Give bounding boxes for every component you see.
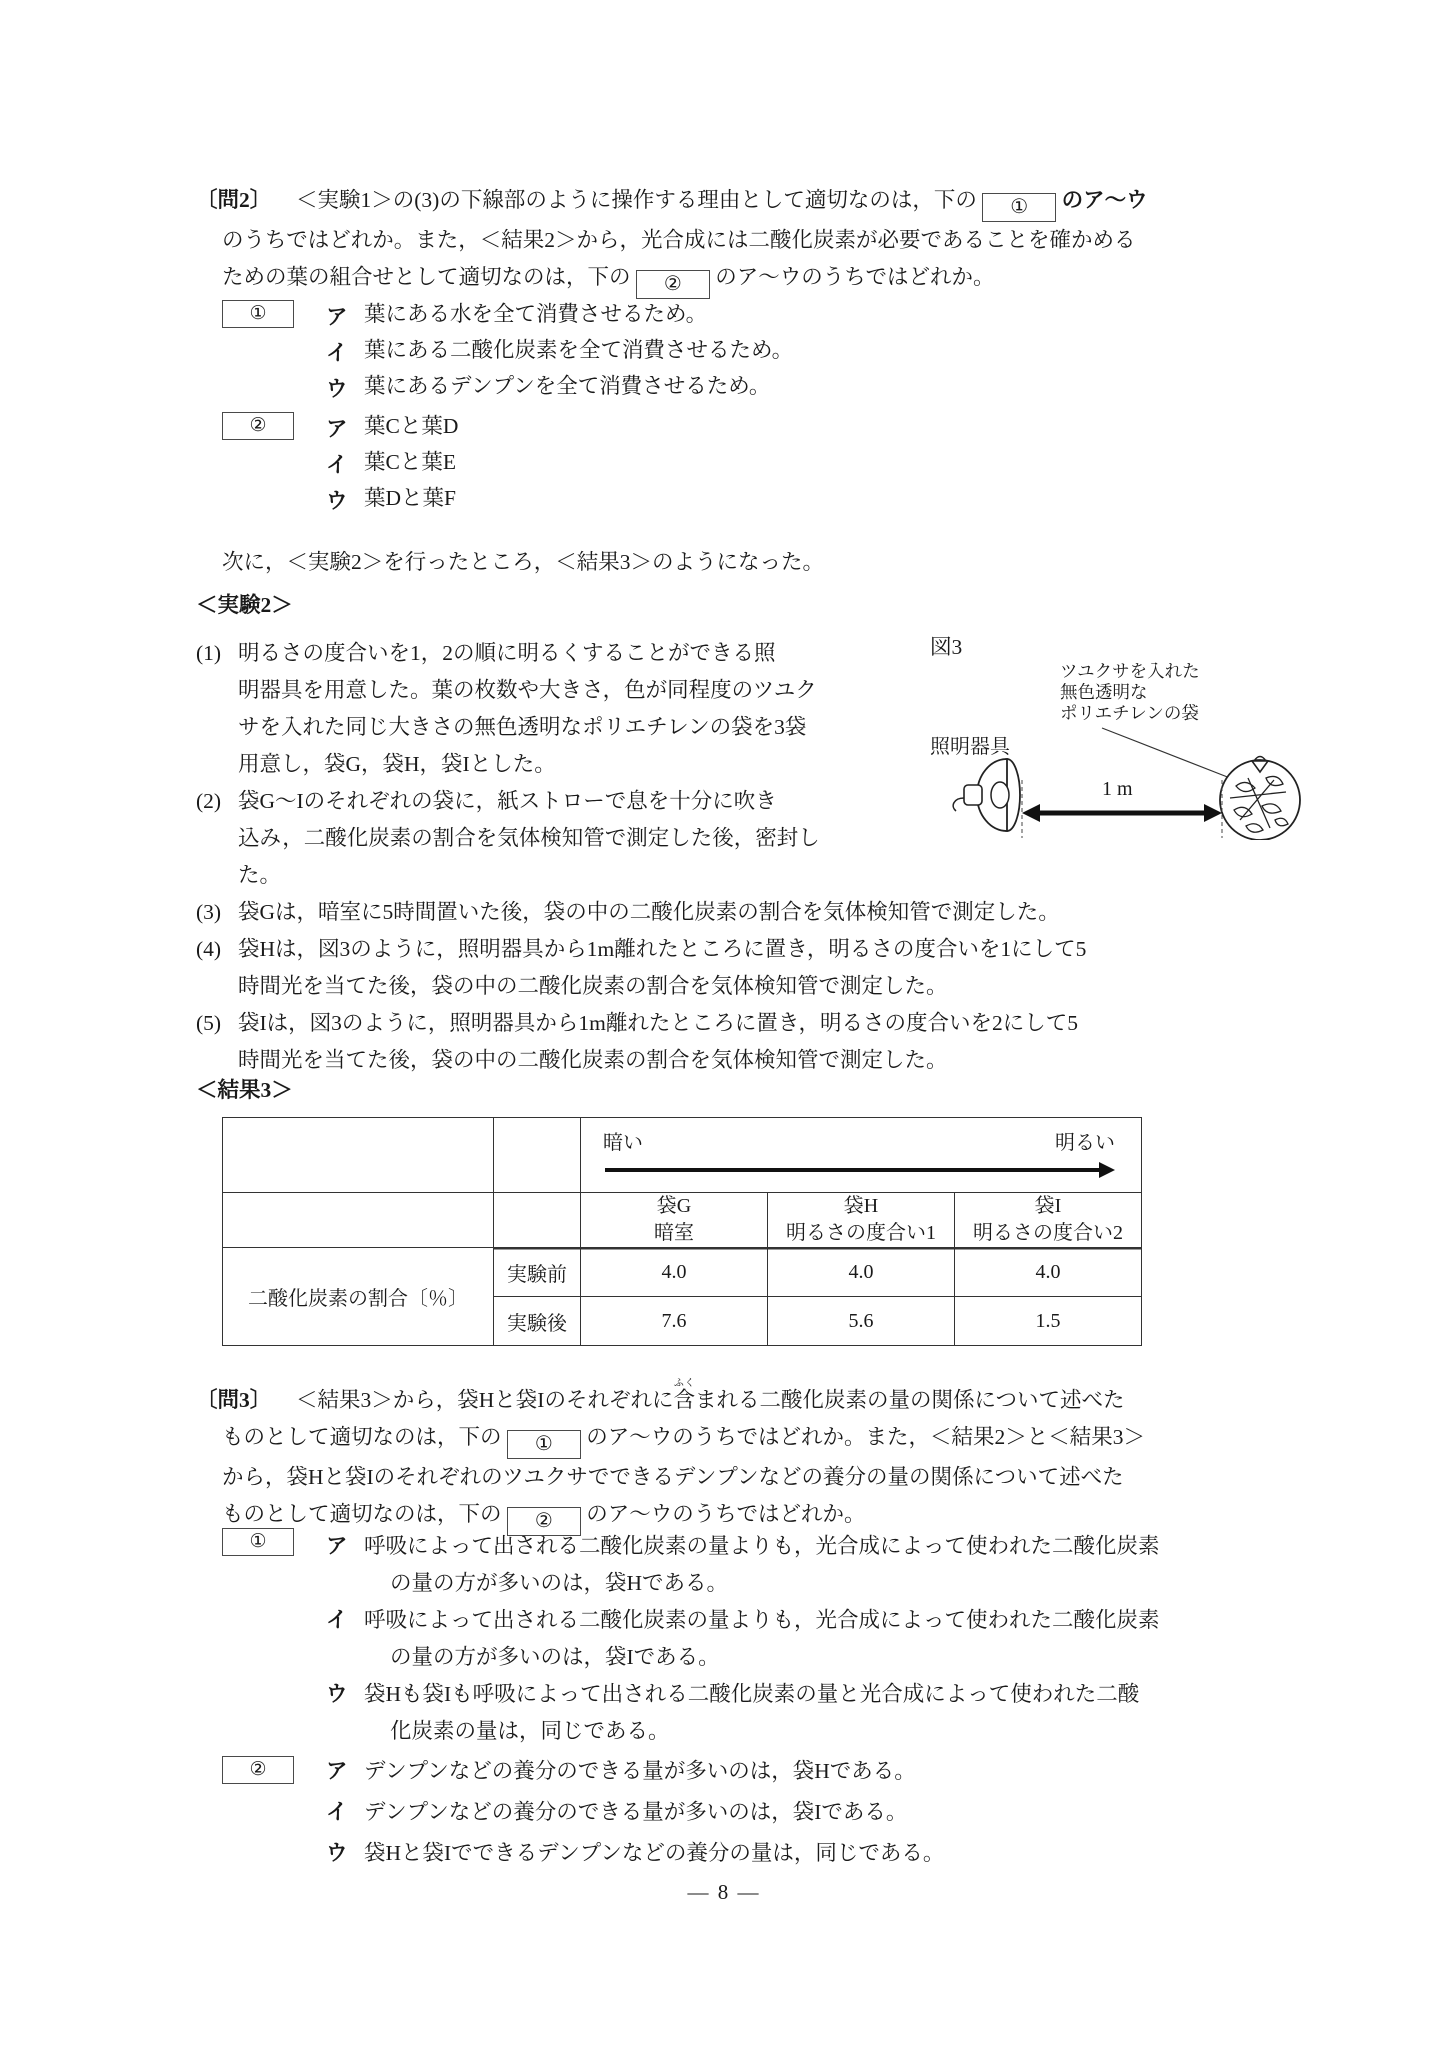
choice-text: 葉にある二酸化炭素を全て消費させるため。 [364, 338, 794, 362]
step-line: 時間光を当てた後，袋の中の二酸化炭素の割合を気体検知管で測定した。 [238, 974, 948, 998]
choice-item[interactable] [222, 336, 1322, 372]
choice-item[interactable] [222, 372, 1322, 408]
choice-line: デンプンなどの養分のできる量が多いのは，袋Hである。 [364, 1759, 916, 1783]
step-number: (1) [196, 641, 222, 665]
table-cell: 7.6 [581, 1297, 768, 1346]
polyethylene-bag-icon [1220, 757, 1300, 841]
choice-text: 葉Dと葉F [364, 486, 456, 510]
choice-item[interactable] [222, 1797, 1352, 1838]
table-cell: 4.0 [955, 1248, 1142, 1297]
question-3-text-e: ものとして適切なのは，下の [222, 1502, 502, 1526]
empty-cell [223, 1118, 494, 1193]
table-row-before [223, 1248, 1142, 1297]
choice-text [364, 1528, 1160, 1602]
column-header-line-1: 袋H [843, 1195, 879, 1217]
choice-mark: イ [326, 453, 348, 477]
choice-item[interactable] [222, 1602, 1352, 1676]
table-row-gradient [223, 1118, 1142, 1193]
brightness-dark-label: 暗い [603, 1132, 643, 1154]
choice-item[interactable] [222, 1756, 1352, 1797]
step-line: 袋Hは，図3のように，照明器具から1m離れたところに置き，明るさの度合いを1にして5 [238, 937, 1087, 961]
table-cell: 5.6 [768, 1297, 955, 1346]
answer-slot-group-2[interactable]: ② [222, 1756, 294, 1784]
question-2-block [196, 182, 1326, 299]
question-2-line-2 [222, 222, 1326, 259]
choice-mark: ウ [326, 377, 348, 401]
distance-arrow-icon [1022, 804, 1222, 822]
column-header-bag-h [768, 1193, 955, 1248]
choice-item[interactable] [222, 412, 1322, 448]
question-3-choices-group-1 [222, 1528, 1352, 1750]
choice-mark: イ [326, 341, 348, 365]
brightness-light-label: 明るい [1055, 1132, 1115, 1154]
row-label-before: 実験前 [494, 1248, 581, 1297]
question-3-label: 〔問3〕 [196, 1388, 272, 1412]
page-number: — 8 — [687, 1880, 761, 1904]
bag-caption-line-2: 無色透明な [1060, 682, 1148, 702]
choice-item[interactable] [222, 1528, 1352, 1602]
step-line: 明器具を用意した。葉の枚数や大きさ，色が同程度のツユク [238, 678, 817, 702]
choice-item[interactable] [222, 484, 1322, 520]
choice-line: 呼吸によって出される二酸化炭素の量よりも，光合成によって使われた二酸化炭素 [364, 1608, 1160, 1632]
step-line: サを入れた同じ大きさの無色透明なポリエチレンの袋を3袋 [238, 715, 807, 739]
step-number: (2) [196, 789, 222, 813]
answer-slot-2[interactable]: ② [507, 1507, 581, 1536]
choice-text: 葉Cと葉D [364, 414, 459, 438]
question-2-line-1 [196, 182, 1326, 222]
experiment-2-step-1 [196, 635, 916, 783]
question-2-line-2-text: のうちではどれか。また，＜結果2＞から，光合成には二酸化炭素が必要であることを確かめる [222, 228, 1136, 252]
column-header-line-1: 袋I [1034, 1195, 1062, 1217]
group-2-slot-cell [222, 412, 326, 440]
question-3-line-3: から，袋Hと袋Iのそれぞれのツユクサでできるデンプンなどの養分の量の関係について述べた [222, 1465, 1124, 1489]
question-2-text-a: ＜実験1＞の(3)の下線部のように操作する理由として適切なのは，下の [296, 188, 977, 212]
column-header-line-2: 明るさの度合い2 [973, 1222, 1123, 1244]
group-2-slot-cell [222, 1756, 326, 1784]
column-header-bag-g [581, 1193, 768, 1248]
experiment-2-step-4 [196, 931, 1356, 1005]
question-3-text-b: まれる二酸化炭素の量の関係について述べた [694, 1388, 1125, 1412]
empty-cell [494, 1193, 581, 1248]
answer-slot-2[interactable]: ② [636, 270, 710, 299]
step-line: た。 [238, 863, 282, 887]
question-3-line-1 [196, 1378, 1356, 1419]
question-2-label: 〔問2〕 [196, 188, 272, 212]
choice-mark: ア [326, 1534, 348, 1558]
table-cell: 1.5 [955, 1297, 1142, 1346]
step-line: 用意し，袋G，袋H，袋Iとした。 [238, 752, 556, 776]
step-line: 込み，二酸化炭素の割合を気体検知管で測定した後，密封し [238, 826, 820, 850]
column-header-line-2: 暗室 [654, 1222, 694, 1244]
choice-text [364, 1676, 1139, 1750]
question-3-text-d: のア～ウのうちではどれか。また，＜結果2＞と＜結果3＞ [586, 1425, 1146, 1449]
choice-mark: ウ [326, 1682, 348, 1706]
answer-slot-group-1[interactable]: ① [222, 1528, 294, 1556]
choice-line: の量の方が多いのは，袋Hである。 [390, 1571, 729, 1595]
question-2-choices-group-1 [222, 300, 1322, 408]
step-line: 明るさの度合いを1，2の順に明るくすることができる照 [238, 641, 776, 665]
choice-line: 袋Hも袋Iも呼吸によって出される二酸化炭素の量と光合成によって使われた二酸 [364, 1682, 1140, 1706]
choice-text: 葉Cと葉E [364, 450, 456, 474]
choice-mark: イ [326, 1608, 348, 1632]
question-2-choices-group-2 [222, 412, 1322, 520]
choice-line: 袋Hと袋Iでできるデンプンなどの養分の量は，同じである。 [364, 1841, 945, 1865]
table-cell: 4.0 [768, 1248, 955, 1297]
empty-cell [223, 1193, 494, 1248]
question-3-block [196, 1378, 1356, 1536]
group-1-slot-cell [222, 1528, 326, 1556]
ruby-annotation: ふく [673, 1378, 695, 1389]
question-3-choices-group-2 [222, 1756, 1352, 1879]
column-header-line-2: 明るさの度合い1 [786, 1222, 936, 1244]
choice-line: デンプンなどの養分のできる量が多いのは，袋Iである。 [364, 1800, 908, 1824]
answer-slot-1[interactable]: ① [507, 1430, 581, 1459]
row-group-label: 二酸化炭素の割合〔％〕 [223, 1248, 494, 1346]
ruby-fukumareru [673, 1378, 695, 1412]
choice-item[interactable] [222, 1838, 1352, 1879]
experiment-2-step-3 [196, 894, 1336, 931]
choice-mark: ウ [326, 489, 348, 513]
table-row-headers [223, 1193, 1142, 1248]
choice-line: の量の方が多いのは，袋Iである。 [390, 1645, 720, 1669]
question-2-text-b: のア～ウ [1061, 188, 1148, 212]
column-header-bag-i [955, 1193, 1142, 1248]
choice-mark: ア [326, 417, 348, 441]
step-number: (3) [196, 900, 222, 924]
step-line: 袋Iは，図3のように，照明器具から1m離れたところに置き，明るさの度合いを2にして5 [238, 1011, 1079, 1035]
choice-mark: ア [326, 305, 348, 329]
transition-sentence: 次に，＜実験2＞を行ったところ，＜結果3＞のようになった。 [222, 550, 825, 574]
figure-3-distance-label: 1 m [1102, 778, 1133, 800]
step-line: 袋Gは，暗室に5時間置いた後，袋の中の二酸化炭素の割合を気体検知管で測定した。 [238, 900, 1060, 924]
question-2-line-3 [222, 259, 1326, 299]
brightness-scale-cell [581, 1118, 1142, 1193]
group-1-slot-cell [222, 300, 326, 328]
experiment-2-step-5 [196, 1005, 1356, 1079]
question-2-text-d: のア～ウのうちではどれか。 [715, 265, 995, 289]
answer-slot-group-1[interactable]: ① [222, 300, 294, 328]
choice-line: 化炭素の量は，同じである。 [390, 1719, 670, 1743]
question-3-line-2 [222, 1419, 1356, 1459]
lamp-icon [953, 759, 1020, 831]
question-2-text-c: ための葉の組合せとして適切なのは，下の [222, 265, 631, 289]
choice-text [364, 1602, 1160, 1676]
table-cell: 4.0 [581, 1248, 768, 1297]
choice-mark: ア [326, 1759, 348, 1783]
question-3-text-c: ものとして適切なのは，下の [222, 1425, 502, 1449]
empty-cell [494, 1118, 581, 1193]
question-3-text-a: ＜結果3＞から，袋Hと袋Iのそれぞれに [296, 1388, 674, 1412]
choice-mark: イ [326, 1800, 348, 1824]
step-line: 時間光を当てた後，袋の中の二酸化炭素の割合を気体検知管で測定した。 [238, 1048, 948, 1072]
choice-mark: ウ [326, 1841, 348, 1865]
experiment-2-step-2 [196, 783, 916, 894]
figure-3 [930, 630, 1330, 840]
choice-text: 葉にある水を全て消費させるため。 [364, 302, 708, 326]
experiment-2-heading: ＜実験2＞ [196, 593, 293, 617]
choice-item[interactable] [222, 448, 1322, 484]
figure-3-illustration [930, 630, 1330, 840]
result-3-heading: ＜結果3＞ [196, 1078, 293, 1102]
step-number: (4) [196, 937, 222, 961]
ruby-base: 含 [673, 1388, 695, 1412]
choice-item[interactable] [222, 300, 1322, 336]
figure-3-lamp-label: 照明器具 [930, 736, 1010, 758]
result-3-table-wrapper [222, 1117, 1142, 1346]
figure-3-label: 図3 [930, 635, 963, 659]
result-3-table [222, 1117, 1142, 1346]
choice-text: 葉にあるデンプンを全て消費させるため。 [364, 374, 771, 398]
step-line: 袋G～Iのそれぞれの袋に，紙ストローで息を十分に吹き [238, 789, 777, 813]
choice-line: 呼吸によって出される二酸化炭素の量よりも，光合成によって使われた二酸化炭素 [364, 1534, 1160, 1558]
answer-slot-group-2[interactable]: ② [222, 412, 294, 440]
step-number: (5) [196, 1011, 222, 1035]
bag-caption-line-1: ツユクサを入れた [1060, 661, 1200, 681]
bag-caption-line-3: ポリエチレンの袋 [1060, 703, 1199, 723]
question-3-text-f: のア～ウのうちではどれか。 [586, 1502, 866, 1526]
choice-item[interactable] [222, 1676, 1352, 1750]
answer-slot-1[interactable]: ① [982, 193, 1056, 222]
row-label-after: 実験後 [494, 1297, 581, 1346]
column-header-line-1: 袋G [656, 1195, 692, 1217]
caption-leader-line [1102, 728, 1230, 778]
